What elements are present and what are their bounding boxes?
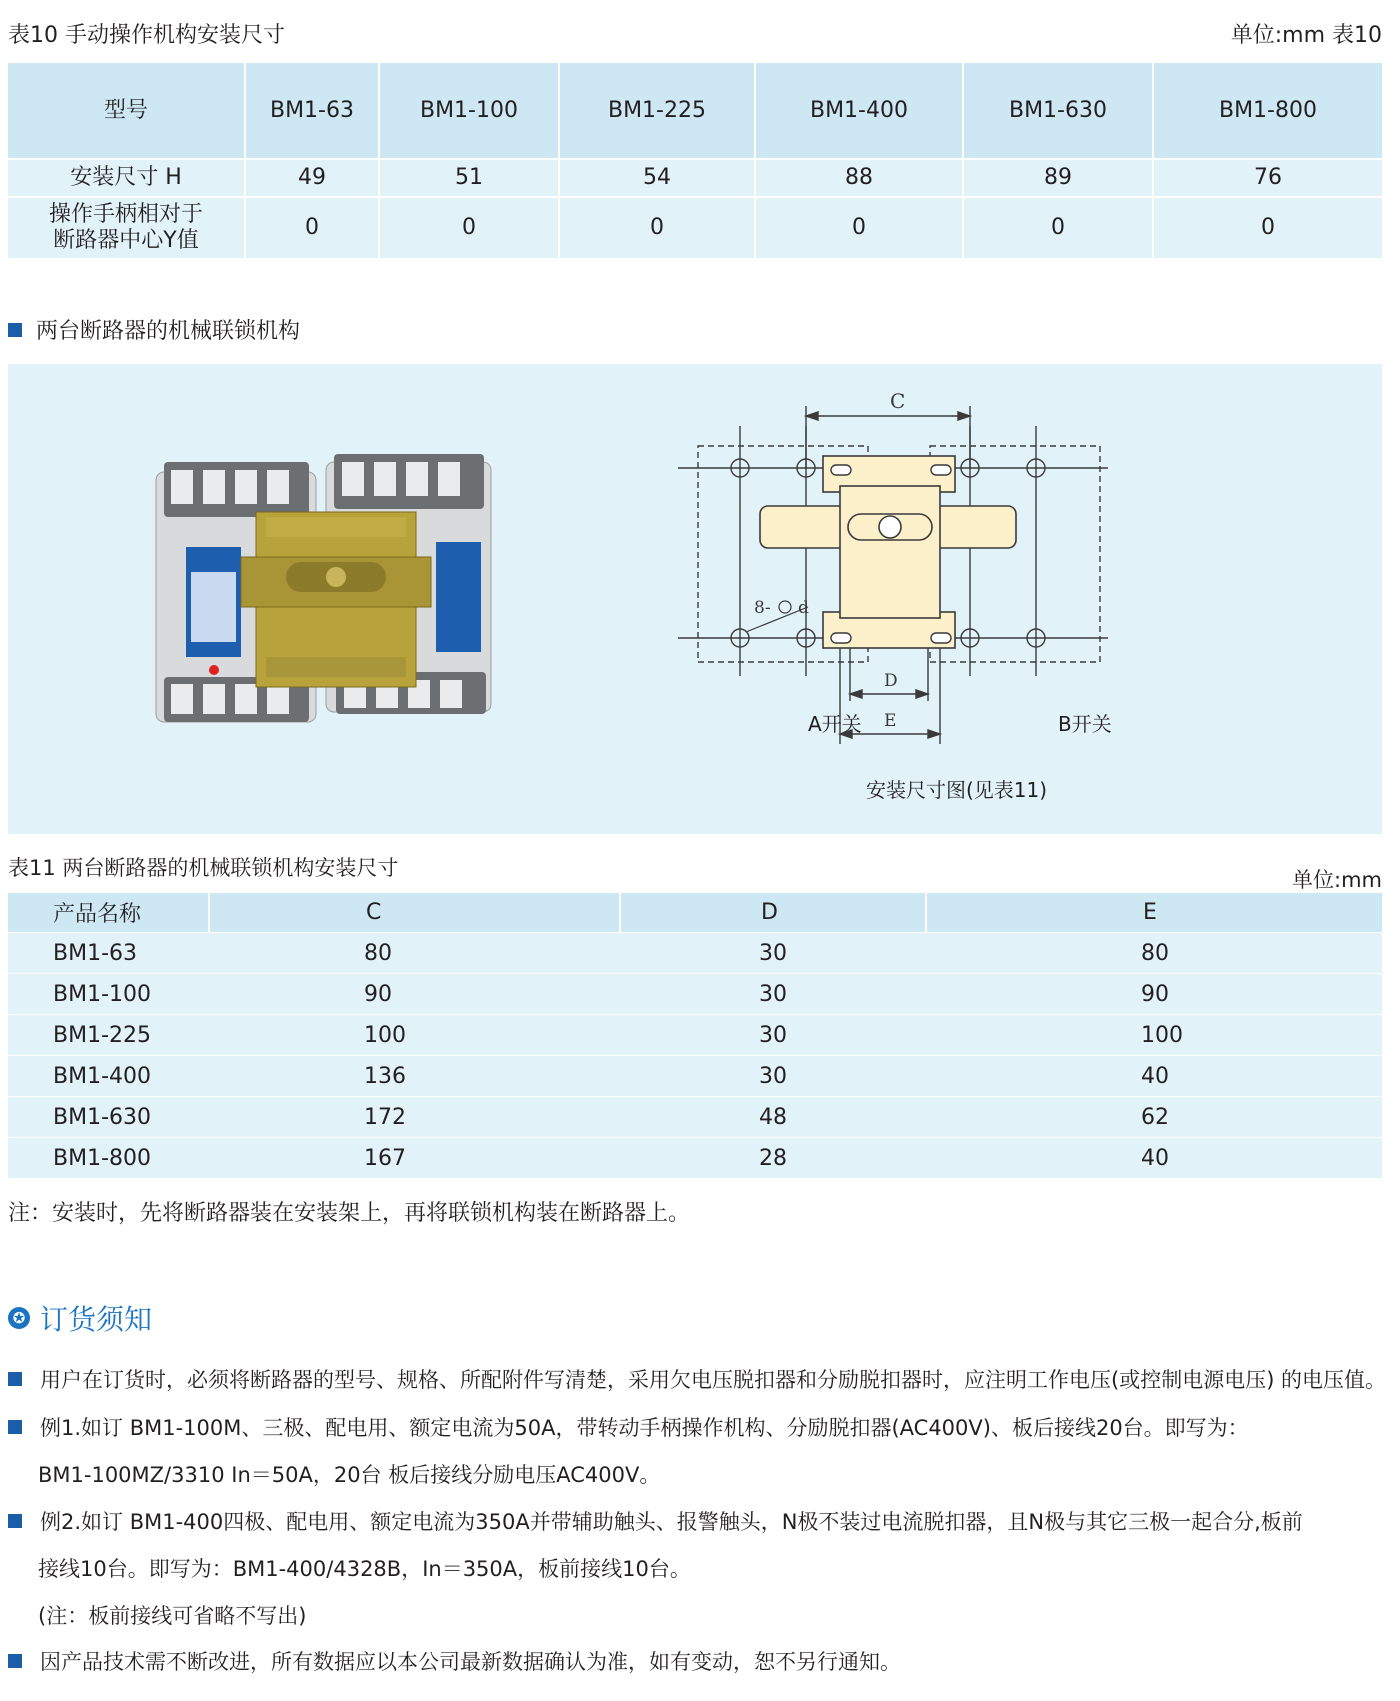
table10-header-cell: BM1-225 <box>558 63 754 158</box>
table10-row-label: 操作手柄相对于 断路器中心Y值 <box>8 198 244 258</box>
table10-cell: 0 <box>962 198 1152 258</box>
table10-cell: 0 <box>558 198 754 258</box>
table10-header-cell: BM1-800 <box>1152 63 1382 158</box>
table11-cell: BM1-225 <box>53 1022 152 1048</box>
hole-label-d: d <box>798 598 809 618</box>
interlock-product-image <box>146 452 526 742</box>
table11-header-cell: C <box>208 893 619 932</box>
ordering-text: 因产品技术需不断改进，所有数据应以本公司最新数据确认为准，如有变动，恕不另行通知。 <box>40 1650 901 1674</box>
table11-cell: 167 <box>364 1145 406 1171</box>
ordering-item <box>8 1412 1249 1442</box>
table10-cell: 0 <box>244 198 378 258</box>
ordering-item <box>8 1364 1386 1394</box>
table11-unit: 单位:mm <box>1292 868 1382 892</box>
ordering-text-line: (注：板前接线可省略不写出) <box>38 1604 307 1628</box>
table10-header-cell: BM1-100 <box>378 63 558 158</box>
table11-cell: BM1-630 <box>53 1104 152 1130</box>
table-row <box>8 1137 1382 1178</box>
section-title: 两台断路器的机械联锁机构 <box>36 319 301 344</box>
table10-cell: 0 <box>378 198 558 258</box>
table10-caption: 表10 手动操作机构安装尺寸 <box>8 23 285 48</box>
section-heading <box>8 314 300 345</box>
table10-cell: 76 <box>1152 160 1382 196</box>
table-row <box>8 973 1382 1014</box>
table11-cell: 30 <box>759 1063 787 1089</box>
table-row <box>8 158 1382 196</box>
table11-header-row <box>8 893 1382 932</box>
table11-cell: 100 <box>1141 1022 1183 1048</box>
table11-cell: 40 <box>1141 1063 1169 1089</box>
table10-header-cell: BM1-63 <box>244 63 378 158</box>
square-bullet-icon <box>8 1654 22 1668</box>
table10-header-cell: BM1-630 <box>962 63 1152 158</box>
hole-label: 8- <box>754 598 771 618</box>
square-bullet-icon <box>8 1514 22 1528</box>
table11-cell: 30 <box>759 940 787 966</box>
table10-unit: 单位:mm 表10 <box>1230 23 1382 48</box>
square-bullet-icon <box>8 1420 22 1434</box>
ordering-text: 用户在订货时，必须将断路器的型号、规格、所配附件写清楚，采用欠电压脱扣器和分励脱扣器时，应注明工作电压(或控制电源电压) 的电压值。 <box>40 1368 1387 1392</box>
dim-label-e: E <box>884 711 897 731</box>
table11-header-cell: 产品名称 <box>53 902 142 927</box>
table11-header-cell: E <box>925 893 1382 932</box>
square-bullet-icon <box>8 323 22 337</box>
hole-diameter-icon <box>779 601 791 613</box>
table11-cell: BM1-800 <box>53 1145 152 1171</box>
table11-cell: 48 <box>759 1104 787 1130</box>
switch-b-label: B开关 <box>1058 712 1112 736</box>
table11-cell: 80 <box>364 940 392 966</box>
ordering-title: 订货须知 <box>40 1303 153 1336</box>
table10-cell: 0 <box>1152 198 1382 258</box>
table11 <box>8 893 1382 1178</box>
dim-label-c: C <box>890 389 906 413</box>
ordering-text: 例2.如订 BM1-400四极、配电用、额定电流为350A并带辅助触头、报警触头，N极不装过电流脱扣器，且N极与其它三极一起合分,板前 <box>40 1510 1303 1534</box>
star-circle-icon: ✪ <box>8 1307 30 1329</box>
table11-cell: 62 <box>1141 1104 1169 1130</box>
table10-header-cell: 型号 <box>8 63 244 158</box>
table10-row-label: 安装尺寸 H <box>8 160 244 196</box>
table10-cell: 88 <box>754 160 962 196</box>
table11-cell: 40 <box>1141 1145 1169 1171</box>
table11-cell: 28 <box>759 1145 787 1171</box>
table10-header-cell: BM1-400 <box>754 63 962 158</box>
drawing-caption: 安装尺寸图(见表11) <box>866 778 1048 802</box>
table-row <box>8 1014 1382 1055</box>
square-bullet-icon <box>8 1372 22 1386</box>
table-row <box>8 932 1382 973</box>
table-row <box>8 196 1382 258</box>
table10 <box>8 63 1382 258</box>
table11-cell: 90 <box>1141 981 1169 1007</box>
illustration-panel <box>8 364 1382 834</box>
table11-cell: BM1-63 <box>53 940 138 966</box>
ordering-text-line: BM1-100MZ/3310 In＝50A，20台 板后接线分励电压AC400V。 <box>38 1463 661 1487</box>
install-note: 注：安装时，先将断路器装在安装架上，再将联锁机构装在断路器上。 <box>8 1201 691 1226</box>
table11-cell: 30 <box>759 1022 787 1048</box>
table11-cell: 172 <box>364 1104 406 1130</box>
table10-header-row <box>8 63 1382 158</box>
switch-a-label: A开关 <box>808 712 862 736</box>
table11-header-cell: D <box>619 893 925 932</box>
table11-cell: 100 <box>364 1022 406 1048</box>
table10-cell: 0 <box>754 198 962 258</box>
table11-cell: BM1-100 <box>53 981 152 1007</box>
table11-cell: 80 <box>1141 940 1169 966</box>
dim-label-d: D <box>884 671 898 691</box>
table10-cell: 54 <box>558 160 754 196</box>
ordering-item <box>8 1506 1303 1536</box>
table11-cell: 30 <box>759 981 787 1007</box>
table11-cell: 90 <box>364 981 392 1007</box>
table10-cell: 51 <box>378 160 558 196</box>
table10-cell: 49 <box>244 160 378 196</box>
table-row <box>8 1055 1382 1096</box>
ordering-text-line: 接线10台。即写为：BM1-400/4328B，In＝350A，板前接线10台。 <box>38 1557 691 1581</box>
table-row <box>8 1096 1382 1137</box>
ordering-heading <box>8 1298 152 1338</box>
table11-cell: 136 <box>364 1063 406 1089</box>
table11-caption: 表11 两台断路器的机械联锁机构安装尺寸 <box>8 856 399 880</box>
ordering-item <box>8 1646 901 1676</box>
table11-cell: BM1-400 <box>53 1063 152 1089</box>
ordering-text: 例1.如订 BM1-100M、三极、配电用、额定电流为50A，带转动手柄操作机构、分励脱扣器(AC400V)、板后接线20台。即写为： <box>40 1416 1249 1440</box>
table10-cell: 89 <box>962 160 1152 196</box>
